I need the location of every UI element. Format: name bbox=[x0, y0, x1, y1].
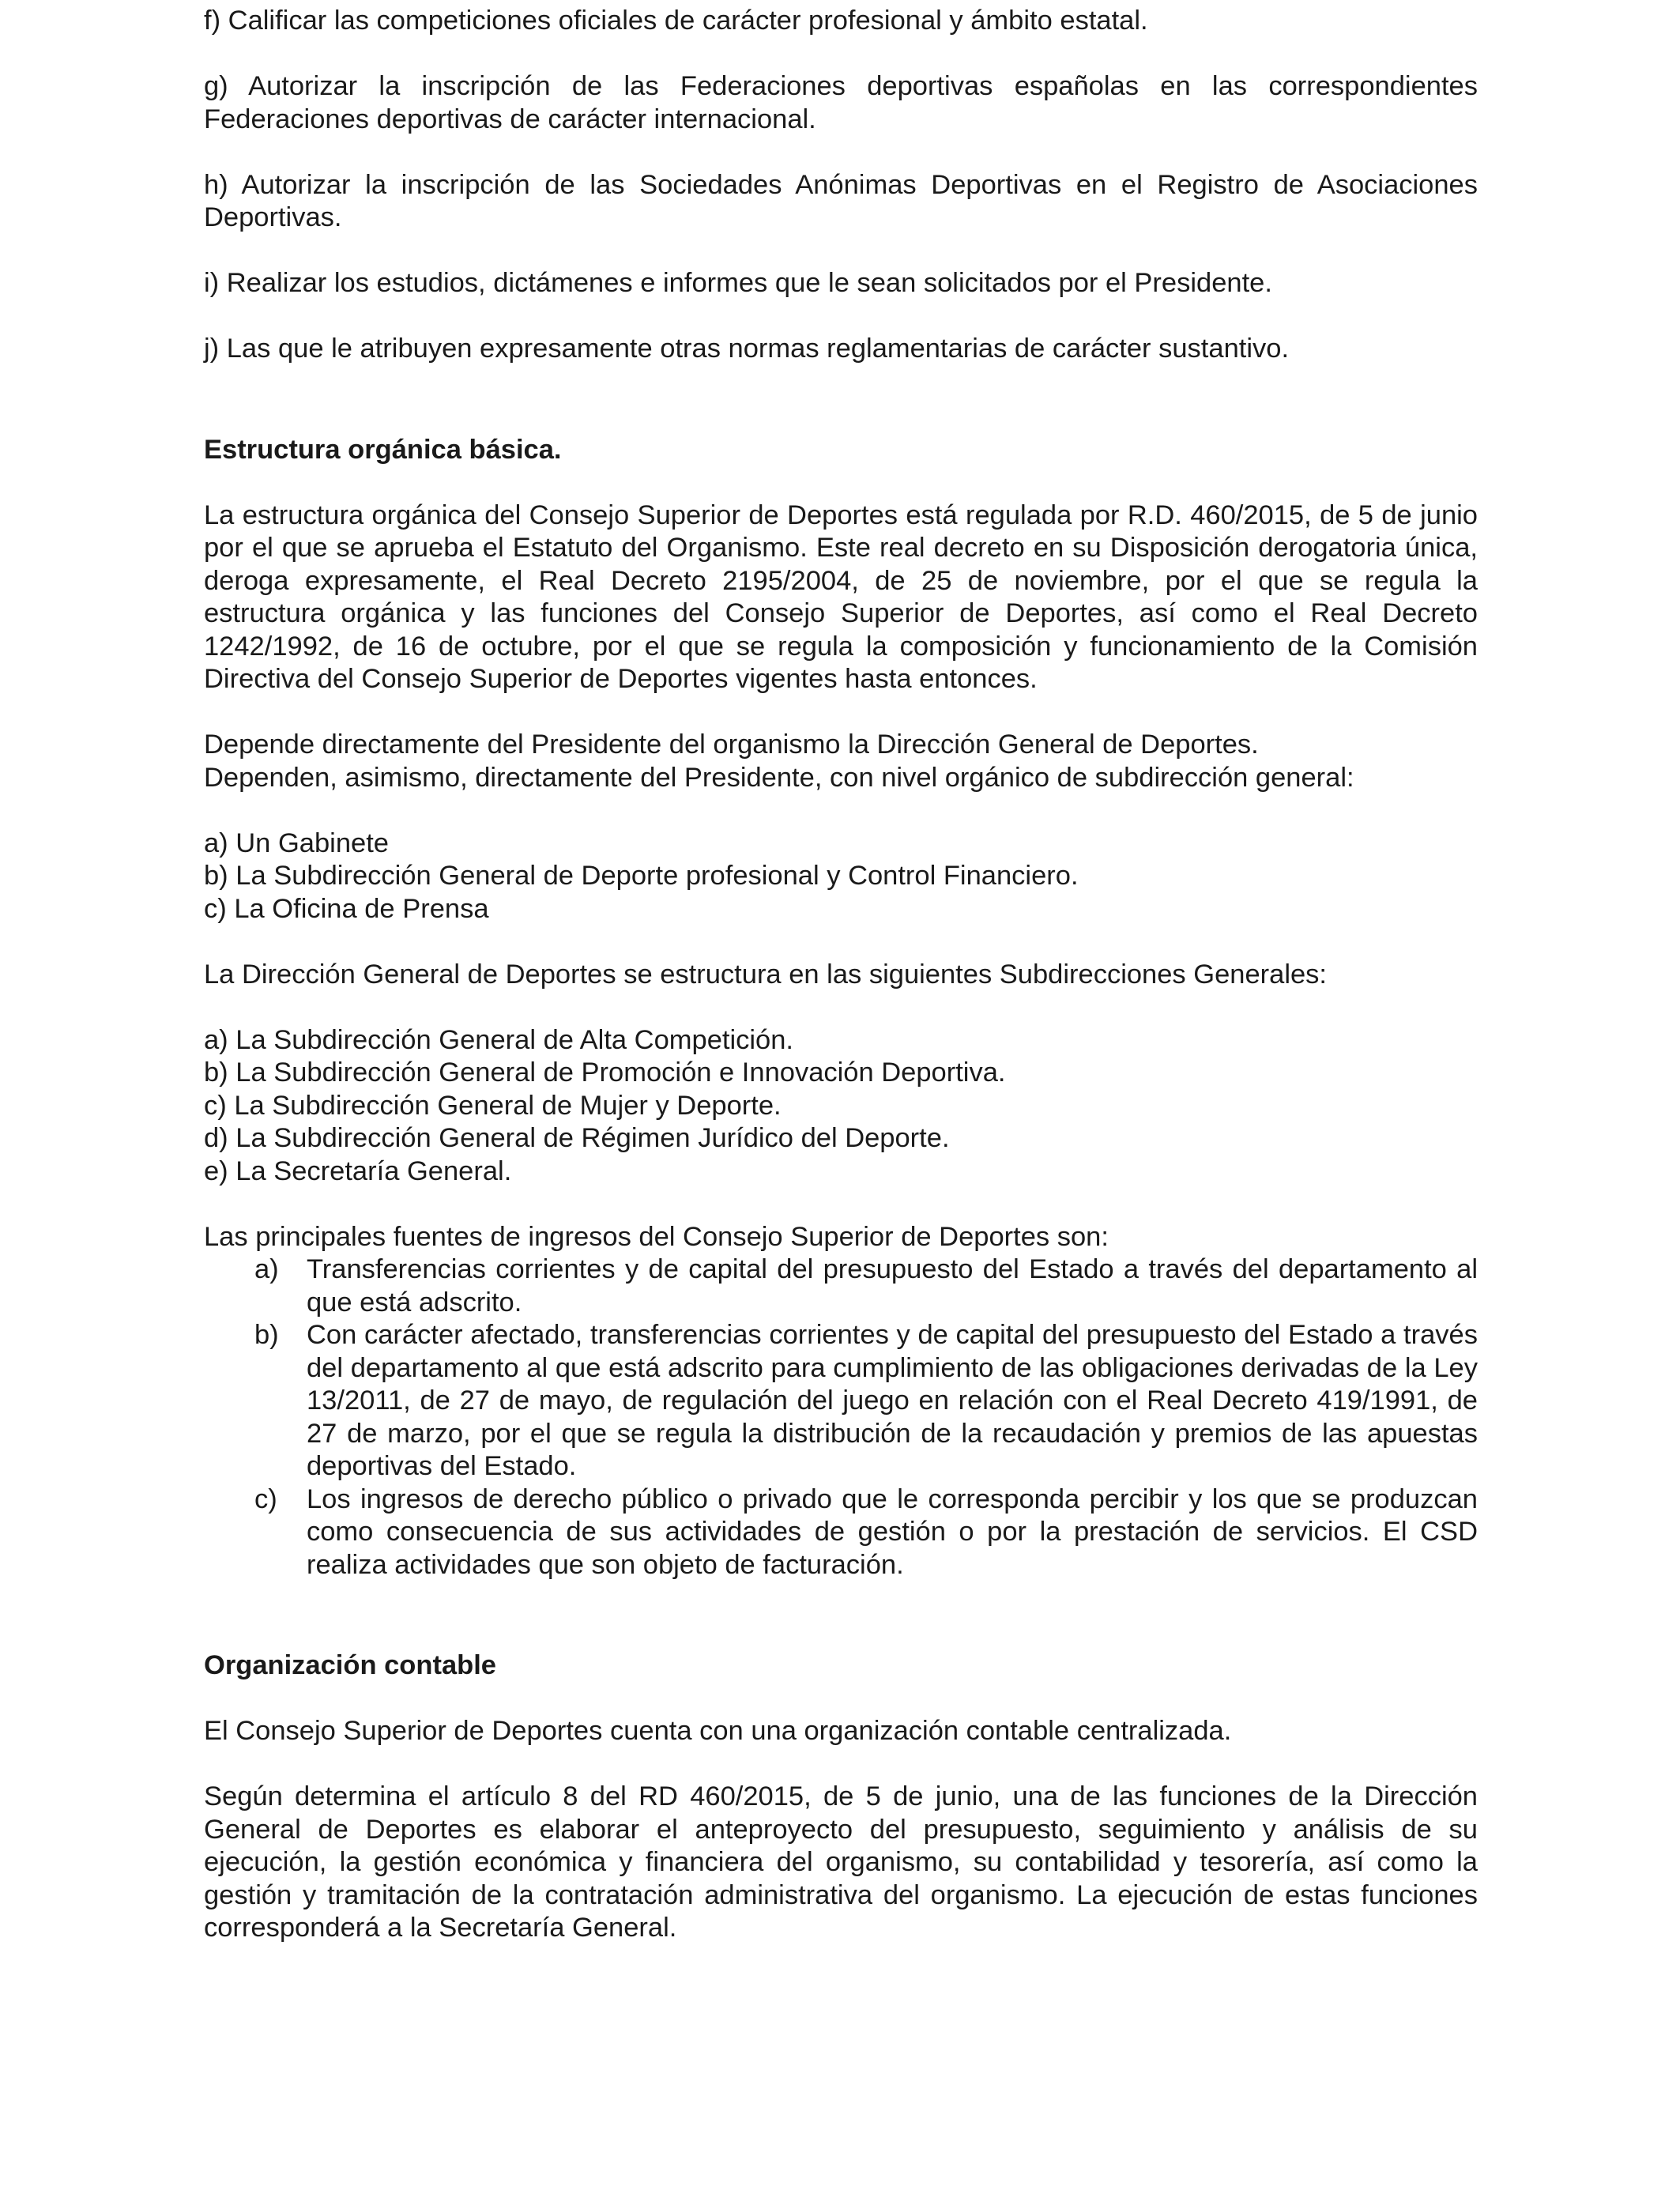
list-item bbox=[204, 1253, 1478, 1319]
list-item: a) La Subdirección General de Alta Competición. bbox=[204, 1024, 794, 1055]
item-g: g) Autorizar la inscripción de las Federaciones deportivas españolas en las correspondientes Federaciones deportivas de carácter internacional. bbox=[204, 71, 1478, 134]
list-item: d) La Subdirección General de Régimen Jurídico del Deporte. bbox=[204, 1123, 950, 1153]
list-item: e) La Secretaría General. bbox=[204, 1155, 512, 1186]
list-marker: b) bbox=[254, 1320, 279, 1350]
list-item: a) Un Gabinete bbox=[204, 827, 389, 858]
list-item: c) La Subdirección General de Mujer y Deporte. bbox=[204, 1090, 782, 1121]
item-h: h) Autorizar la inscripción de las Sociedades Anónimas Deportivas en el Registro de Asociaciones Deportivas. bbox=[204, 169, 1478, 232]
heading-estructura: Estructura orgánica básica. bbox=[204, 434, 562, 465]
list-item: b) La Subdirección General de Promoción e Innovación Deportiva. bbox=[204, 1057, 1006, 1088]
paragraph-depende bbox=[204, 729, 1478, 794]
list-president-units bbox=[204, 827, 1478, 926]
list-item-text: Transferencias corrientes y de capital del presupuesto del Estado a través del departamento al que está adscrito. bbox=[307, 1254, 1478, 1318]
item-f: f) Calificar las competiciones oficiales de carácter profesional y ámbito estatal. bbox=[204, 6, 1148, 36]
item-i: i) Realizar los estudios, dictámenes e informes que le sean solicitados por el Presidente. bbox=[204, 268, 1272, 298]
paragraph-estructura-intro: La estructura orgánica del Consejo Superior de Deportes está regulada por R.D. 460/2015, de 5 de junio por el que se aprueba el Estatuto del Organismo. Este real decreto en su Disposición derogatoria única, deroga expresamente, el Real Decreto 2195/2004, de 25 de noviembre, por el que se regula la estructura orgánica y las funciones del Consejo Superior de Deportes, así como el Real Decreto 1242/1992, de 16 de octubre, por el que se regula la composición y funcionamiento de la Comisión Directiva del Consejo Superior de Deportes vigentes hasta entonces. bbox=[204, 499, 1478, 694]
list-item-text: Con carácter afectado, transferencias corrientes y de capital del presupuesto del Estado a través del departamento al que está adscrito para cumplimiento de las obligaciones derivadas de la Ley 13/2011, de 27 de mayo, de regulación del juego en relación con el Real Decreto 419/1991, de 27 de marzo, por el que se regula la distribución de la recaudación y premios de las apuestas deportivas del Estado. bbox=[307, 1320, 1478, 1481]
depende-line-2: Dependen, asimismo, directamente del Presidente, con nivel orgánico de subdirección general: bbox=[204, 762, 1354, 793]
list-ingresos bbox=[204, 1253, 1478, 1581]
depende-line-1: Depende directamente del Presidente del organismo la Dirección General de Deportes. bbox=[204, 729, 1259, 760]
heading-organizacion-contable: Organización contable bbox=[204, 1650, 496, 1680]
list-marker: c) bbox=[254, 1483, 277, 1514]
paragraph-ingresos-intro: Las principales fuentes de ingresos del Consejo Superior de Deportes son: bbox=[204, 1221, 1109, 1252]
list-item bbox=[204, 1483, 1478, 1582]
paragraph-contable-2: Según determina el artículo 8 del RD 460/2015, de 5 de junio, una de las funciones de la Dirección General de Deportes es elaborar el anteproyecto del presupuesto, seguimiento y análisis de su ejecución, la gestión económica y financiera del organismo, su contabilidad y tesorería, así como la gestión y tramitación de la contratación administrativa del organismo. La ejecución de estas funciones corresponderá a la Secretaría General. bbox=[204, 1781, 1478, 1943]
list-item-text: Los ingresos de derecho público o privado que le corresponda percibir y los que se produzcan como consecuencia de sus actividades de gestión o por la prestación de servicios. El CSD realiza actividades que son objeto de facturación. bbox=[307, 1483, 1478, 1580]
paragraph-dg-intro: La Dirección General de Deportes se estructura en las siguientes Subdirecciones Generales: bbox=[204, 959, 1328, 990]
list-marker: a) bbox=[254, 1254, 279, 1284]
paragraph-contable-1: El Consejo Superior de Deportes cuenta con una organización contable centralizada. bbox=[204, 1716, 1232, 1746]
list-item bbox=[204, 1319, 1478, 1483]
document-page bbox=[204, 0, 1478, 1945]
list-dg-units bbox=[204, 1024, 1478, 1189]
item-j: j) Las que le atribuyen expresamente otras normas reglamentarias de carácter sustantivo. bbox=[204, 334, 1290, 364]
list-item: c) La Oficina de Prensa bbox=[204, 893, 489, 924]
list-item: b) La Subdirección General de Deporte profesional y Control Financiero. bbox=[204, 861, 1079, 891]
